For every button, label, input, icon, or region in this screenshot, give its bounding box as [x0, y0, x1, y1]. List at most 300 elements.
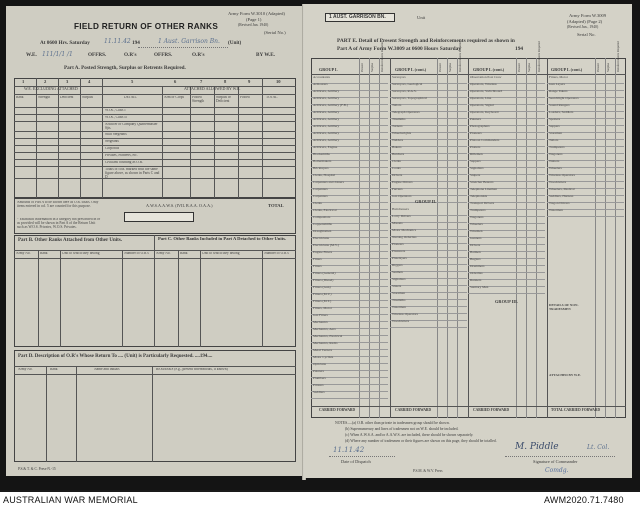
- table-rule: [14, 131, 296, 132]
- col-num-8: 8: [224, 79, 227, 84]
- table-rule: [14, 145, 296, 146]
- trade-row: Gunners: [470, 237, 482, 240]
- table-rule: [14, 152, 296, 153]
- table-col: [38, 250, 39, 347]
- trade-row: Bricklayers: [313, 167, 329, 170]
- trade-row: Surveyors: [392, 76, 406, 79]
- part-d-heading: Part D. Description of O.R's Whose Return To .... (Unit) is Particularly Requested. ....194....: [18, 354, 213, 359]
- trade-row: Fitters (M.T.): [313, 300, 332, 303]
- total-label: TOTAL: [268, 203, 284, 208]
- army-form-label: Army Form W.3010 (Adapted): [228, 11, 285, 16]
- table-col: [162, 86, 163, 198]
- table-col: [238, 86, 239, 198]
- trade-row: Wireless Operators: [549, 174, 575, 177]
- pd-head-army: Army No.: [18, 368, 33, 371]
- army-form-revised: (Revised Jan., 1940): [567, 25, 599, 29]
- col-head-surplus-deficient: Surplus or Deficient: [216, 96, 231, 103]
- trade-row: Batmen: [470, 251, 481, 254]
- group-head-4: GROUP I. (cont.): [551, 67, 583, 72]
- table-col: [152, 366, 153, 462]
- trade-row: Boilermakers: [313, 160, 332, 163]
- table-rule: [14, 250, 296, 251]
- trade-row: Fitters: [313, 258, 322, 261]
- subhead-reinf: Reinforcements Required: [380, 41, 384, 72]
- date-of-dispatch: Date of Dispatch: [341, 459, 371, 464]
- hand-unit: 1 Aust. Garrison Bn.: [158, 38, 220, 45]
- trade-row: Clerks: [392, 160, 401, 163]
- part-e-heading: PART E. Detail of Present Strength and Reinforcements required as shown in: [337, 38, 515, 44]
- group-divider: [547, 58, 548, 418]
- trade-row: Motor Mechanics: [392, 229, 417, 232]
- trade-row: Masons: [392, 222, 403, 225]
- table-col: [58, 78, 59, 198]
- part-e-heading-2: Part A of Army Form W.3009 at 0600 Hours Saturday: [337, 46, 461, 52]
- right-page: [305, 4, 632, 478]
- comdg: Comdg.: [545, 467, 569, 474]
- subcol: [615, 58, 616, 418]
- trade-row-rule: [468, 293, 545, 294]
- group-head-1: GROUP I.: [319, 67, 338, 72]
- offrs-label-2: OFFRS.: [154, 52, 173, 58]
- note-a: NOTES.—(a) O.R. other than private in tradesmen group should be shown.: [335, 421, 450, 425]
- table-col: [200, 250, 201, 347]
- pd-head-remarks: REMARKS (e.g., present whereabouts, if known): [156, 368, 228, 371]
- signature-label: Signature of Commander: [533, 459, 578, 464]
- table-col: [60, 250, 61, 347]
- table-col: [76, 366, 77, 462]
- pc-head-number: Number of O.R.s: [264, 252, 289, 255]
- subcol: [457, 58, 458, 418]
- col-head-rank: Rank: [16, 96, 24, 99]
- dispatch-dotline: [329, 456, 395, 457]
- trade-row: Tailors: [392, 104, 402, 107]
- subcol: [379, 58, 380, 418]
- trade-row: Sappers: [470, 160, 481, 163]
- table-rule: [14, 258, 296, 259]
- army-form-sub: (Adapted) (Page 2): [567, 19, 603, 24]
- table-rule: [14, 159, 296, 160]
- trade-row: Gas Operators: [392, 195, 412, 198]
- trade-row: Electricians: [313, 237, 330, 240]
- trade-row: Carpenters: [313, 195, 328, 198]
- part-c-heading: Part C. Other Ranks Included in Part A Detached to Other Units.: [158, 237, 287, 241]
- trade-row: Fitters (Diesel): [313, 279, 334, 282]
- trade-row: Range Takers: [549, 90, 568, 93]
- col-num-5: 5: [131, 79, 134, 84]
- trade-row: Operators, Switchboard: [470, 90, 503, 93]
- table-col: [36, 78, 37, 198]
- trade-row: Mechanics: [313, 321, 328, 324]
- trade-row: Fitters (Gun): [313, 286, 331, 289]
- trade-row: Wheelers, Medical: [549, 188, 575, 191]
- table-col: [178, 250, 179, 347]
- trade-row: Welders: [392, 139, 404, 142]
- page-title: FIELD RETURN OF OTHER RANKS: [74, 22, 219, 31]
- part-e-year: 194: [515, 46, 524, 52]
- col-num-10: 10: [276, 79, 281, 84]
- trade-row: Artificers, Artillery (F.B.): [313, 104, 348, 107]
- trade-row: Operators, Wireless: [470, 83, 497, 86]
- table-col: [80, 78, 81, 198]
- detail-row: Privates, Pioneers, etc.: [105, 154, 138, 157]
- group-3-head: GROUP III.: [495, 299, 518, 304]
- trade-row-rule: [311, 398, 388, 399]
- trade-row: Operators, Line: [470, 97, 492, 100]
- hand-signature: M. Piddle: [515, 442, 559, 452]
- trade-row: Signallers: [392, 278, 406, 281]
- detail-row: W.Os., Class I: [105, 109, 126, 112]
- signature-dotline: [505, 456, 615, 457]
- trade-row: Sanitary Men: [470, 286, 489, 289]
- col-head-deficient: Deficient: [60, 96, 74, 99]
- pc-head-unit: Unit to which they belong: [202, 252, 240, 255]
- col-head-arm: Arm or Corps: [164, 96, 184, 99]
- trade-row: Bakers: [392, 146, 402, 149]
- part-a-heading: Part A. Posted Strength, Surplus or Retrents Required.: [64, 65, 186, 71]
- trade-row: Transport Drivers: [470, 202, 495, 205]
- trade-row: Surveyors, Topographical: [392, 97, 427, 100]
- pb-head-unit: Unit to which they belong: [62, 252, 100, 255]
- trade-row: Plumbers: [313, 377, 326, 380]
- detail-row: Staff Sergeants: [105, 133, 127, 136]
- trade-row: Wagoners: [549, 153, 563, 156]
- trade-row: Surveyors, Geological: [392, 83, 423, 86]
- trade-row: Draughtsmen: [313, 230, 332, 233]
- trade-row: Artificers, Artillery: [313, 111, 340, 114]
- subcol: [605, 58, 606, 418]
- trade-row: Trumpeters: [549, 146, 565, 149]
- col-num-6: 6: [174, 79, 177, 84]
- trade-row: Cooks: [392, 167, 401, 170]
- trade-row: Motor Cyclists: [313, 356, 334, 359]
- trade-row: Tailors: [549, 139, 559, 142]
- trade-row: Artificers, Artillery: [313, 132, 340, 135]
- table-rule: [14, 107, 296, 108]
- subhead-surplus: Surplus: [606, 62, 610, 72]
- trade-row: Platelayers: [392, 257, 407, 260]
- trade-row: Painters: [313, 370, 324, 373]
- table-col: [122, 250, 123, 347]
- trade-row: Blacksmiths: [313, 153, 330, 156]
- left-page: [6, 6, 304, 476]
- trade-row: Artificers, Artillery: [313, 90, 340, 93]
- table-col: [262, 78, 263, 198]
- trade-row: Compositors: [313, 216, 331, 219]
- grand-label: A.W.S.A.A.W.S. (IVIL B.A.A. O.A.A.): [146, 203, 213, 208]
- detail-row: W.Os., Class II: [105, 116, 127, 119]
- trade-row: Riggers: [392, 264, 403, 267]
- ors-label-2: O.R's: [192, 52, 205, 58]
- col-num-4: 4: [88, 79, 91, 84]
- pd-head-name: Name and Initials: [94, 368, 120, 371]
- part-divider: [154, 235, 155, 347]
- archive-accession-number: AWM2020.71.7480: [544, 495, 624, 505]
- trade-row: Surveyors, R.A.S.: [392, 90, 417, 93]
- col-num-2: 2: [44, 79, 47, 84]
- trade-row: Carpenters: [313, 188, 328, 191]
- unit-dotline: [138, 47, 228, 48]
- table-rule: [14, 94, 296, 95]
- attached-by-we: ATTACHED BY W.E.: [549, 374, 581, 377]
- hand-date: 11.11.42: [104, 38, 131, 45]
- trade-row: Fitters, Motor: [313, 307, 332, 310]
- totals-note: Totals of cols. marked with the same figure above, as shown in Parts C and D: [105, 168, 160, 179]
- trade-row: Saddlers: [313, 391, 325, 394]
- trade-row: Photographers: [470, 125, 490, 128]
- at-line: At 0600 Hrs. Saturday: [40, 40, 90, 46]
- trade-row: Waiters: [549, 160, 560, 163]
- army-form-label: Army Form W.3009: [569, 13, 607, 18]
- group-divider: [390, 58, 391, 418]
- subhead-reinf: Reinforcements Required: [458, 41, 462, 72]
- table-rule: [14, 121, 296, 122]
- col-head-total: TOTAL: [266, 96, 278, 99]
- trade-row: Telephonists: [470, 195, 488, 198]
- we-label: W.E.: [26, 52, 37, 58]
- table-rule: [14, 366, 296, 367]
- detail-row: Sergeants: [105, 140, 119, 143]
- army-form-revised: (Revised Jan. 1940): [238, 23, 269, 27]
- table-rule: [311, 406, 626, 407]
- trade-row: Metal Turners: [313, 349, 333, 352]
- trade-row: Clerks, Hospital: [313, 174, 336, 177]
- trade-row: Tinsmiths: [392, 299, 406, 302]
- trade-row: Riflemen: [470, 153, 483, 156]
- trade-row-rule: [390, 327, 467, 328]
- group-divider: [468, 58, 469, 418]
- subcol: [437, 58, 438, 418]
- subcol: [369, 58, 370, 418]
- unit-label: Unit: [417, 15, 426, 20]
- hand-rank: Lt. Col.: [587, 444, 610, 451]
- by-we-label: BY W.E.: [256, 52, 275, 58]
- trade-row: Gun Layers: [549, 83, 565, 86]
- trade-row: Wheelers: [470, 223, 483, 226]
- unit-label: (Unit): [228, 40, 242, 46]
- carried-forward-1: CARRIED FORWARD: [319, 408, 356, 412]
- col-num-3: 3: [66, 79, 69, 84]
- trade-row: Fitters (M.V.): [313, 293, 332, 296]
- col-num-1: 1: [22, 79, 25, 84]
- hand-we: 111/1/1 /1: [42, 51, 73, 58]
- subhead-surplus: Surplus: [527, 62, 531, 72]
- trade-row: Wagon Drivers: [549, 202, 570, 205]
- subcol: [516, 58, 517, 418]
- totals-stamp: [124, 212, 194, 222]
- trade-row: Trumpeters: [470, 209, 486, 212]
- trade-row: Carpenters and Joiners: [313, 181, 344, 184]
- table-col: [262, 250, 263, 347]
- trade-row: Drivers: [392, 174, 403, 177]
- trade-row: Telephone Linemen: [470, 188, 497, 191]
- col-head-posted-strength: Posted Strength: [192, 96, 205, 103]
- detail-row: Corporals: [105, 147, 120, 150]
- hand-dispatch-date: 11.11.42: [333, 446, 365, 454]
- ors-label: O.R's: [124, 52, 137, 58]
- trade-row: Slaters: [392, 285, 402, 288]
- trade-row: Sound Rangers: [549, 104, 570, 107]
- details-non-tradesmen: DETAILS OF NON-TRADESMEN: [549, 304, 579, 311]
- table-rule: [14, 138, 296, 139]
- trade-row: Saddlers, Harness: [549, 195, 574, 198]
- trade-row: Clerks: [313, 202, 322, 205]
- table-rule: [14, 114, 296, 115]
- trade-row: Pioneers: [392, 243, 404, 246]
- trade-row: Engine Drivers: [392, 181, 413, 184]
- group-head-3: GROUP I. (cont.): [473, 67, 505, 72]
- trade-row: Buglers: [470, 258, 481, 261]
- trade-row: Woodcutters: [549, 181, 567, 184]
- col-head-surplus: Surplus: [82, 96, 93, 99]
- col-head-detail: DETAIL: [124, 96, 137, 99]
- trade-row: Searchlight Operators: [549, 97, 579, 100]
- total-carried-forward: TOTAL CARRIED FORWARD: [551, 408, 601, 412]
- table-rule: [14, 374, 296, 375]
- subhead-present: Present: [596, 63, 600, 72]
- subcol: [526, 58, 527, 418]
- trade-row: Watermen: [392, 306, 406, 309]
- pd-head-rank: Rank: [50, 368, 58, 371]
- trade-row: Wagoners: [470, 216, 484, 219]
- subhead-reinf: Reinforcements Required: [616, 41, 620, 72]
- col-head-strength: Strength: [38, 96, 51, 99]
- subcol: [536, 58, 537, 418]
- trade-row-rule: [547, 216, 624, 217]
- trade-row: Artificers, Engine: [313, 146, 338, 149]
- trade-row: Artificers, Artillery: [313, 125, 340, 128]
- amounts-note: Amounts of Part A to be shown here as O.R. totals. Only items entered in col. 5 are counted for this purpose.: [17, 201, 99, 208]
- subhead-present: Present: [360, 63, 364, 72]
- pc-head-army: Army No.: [156, 252, 171, 255]
- trade-row: Wheelers: [549, 167, 562, 170]
- pb-head-army: Army No.: [16, 252, 31, 255]
- trade-row: Woodcutters: [392, 320, 410, 323]
- subcol: [595, 58, 596, 418]
- pb-head-number: Number of O.R.s: [124, 252, 149, 255]
- trade-row: Telegraph Operators: [392, 111, 420, 114]
- trade-row: Accountants: [313, 76, 330, 79]
- col-num-9: 9: [248, 79, 251, 84]
- trade-row: Storemen: [392, 292, 405, 295]
- table-col: [102, 78, 103, 198]
- trade-row: Observation Post Crew: [470, 76, 502, 79]
- trade-row: Armourers: [313, 83, 328, 86]
- unit-stamp: 1 AUST. GARRISON BN.: [329, 14, 386, 20]
- detail-row: Civilians counting as O.R.: [105, 161, 144, 164]
- trade-row: Sappers: [549, 125, 560, 128]
- pb-head-rank: Rank: [40, 252, 48, 255]
- trade-row: Seamen: [392, 271, 403, 274]
- trade-row: Loaders, Saddlers: [549, 111, 574, 114]
- trade-row: Storemen: [549, 132, 562, 135]
- trade-row: Spotters: [549, 118, 561, 121]
- trade-row: Wireless Operators: [392, 313, 418, 316]
- trade-row: Runners: [470, 279, 482, 282]
- trade-row: Fitters (General): [313, 272, 336, 275]
- trade-row: Mechanics, Electrical: [313, 335, 343, 338]
- trade-row: Artificers, Artillery: [313, 97, 340, 100]
- right-printer: P.S.M. & W.V. Press: [413, 469, 443, 473]
- trade-row: Plasterers: [392, 250, 406, 253]
- table-col: [190, 86, 191, 198]
- pc-head-rank: Rank: [180, 252, 188, 255]
- footnote: * Establisht information in a category not prescribed in or as provided will be shown in Part A of the Return Unit such as W.O.S. Privates, W.O.S. Privates.: [17, 218, 101, 229]
- trade-row: Watermen: [549, 209, 563, 212]
- table-col: [46, 366, 47, 462]
- carried-forward-3: CARRIED FORWARD: [473, 408, 510, 412]
- subhead-surplus: Surplus: [370, 62, 374, 72]
- trade-row: Fitters: [313, 265, 322, 268]
- at-year: 194: [132, 40, 140, 46]
- trade-row: Operators, Signal: [470, 104, 494, 107]
- trade-row: Painters: [470, 118, 481, 121]
- carried-forward-2: CARRIED FORWARD: [395, 408, 432, 412]
- serial-number: (Serial No.): [264, 30, 286, 35]
- we-excluding-head: W.E. EXCLUDING ATTACHED: [24, 86, 78, 91]
- trade-row: Butchers: [392, 153, 405, 156]
- trade-row: Mechanics, Aero: [313, 328, 336, 331]
- serial-number: Serial No.: [577, 32, 596, 37]
- group-2-head: GROUP II.: [415, 199, 437, 204]
- trade-row: Stretcher Bearers: [470, 181, 494, 184]
- trade-row: Farriers: [392, 188, 403, 191]
- trade-row: Fitters, Motor: [549, 76, 568, 79]
- trade-row: Platoon Commanders: [470, 139, 500, 142]
- trade-row: Gas Fitters: [313, 314, 328, 317]
- trade-row: Pioneers: [470, 132, 482, 135]
- subhead-present: Present: [438, 63, 442, 72]
- army-form-page: (Page 1): [246, 17, 262, 22]
- subcol: [447, 58, 448, 418]
- subhead-present: Present: [517, 63, 521, 72]
- trade-row: Artificers, Artillery: [313, 139, 340, 142]
- attached-allowed-head: ATTACHED ALLOWED BY W.E.: [184, 86, 241, 91]
- left-printer: P.S.& T. & C. Press-N.-15: [18, 467, 56, 471]
- trade-row: Turners: [392, 125, 403, 128]
- archive-name: AUSTRALIAN WAR MEMORIAL: [3, 495, 138, 505]
- trade-row: Hairdressers: [392, 208, 409, 211]
- col-head-posted: Posted: [240, 96, 250, 99]
- trade-row: Coppersmiths: [313, 223, 332, 226]
- trade-row: Orderlies: [470, 272, 483, 275]
- trade-row: Snipers: [470, 174, 481, 177]
- subhead-surplus: Surplus: [448, 62, 452, 72]
- note-c: (c) When A.W.S.A. and/or A.A.W.S. are included, these should be shown separately.: [345, 433, 474, 437]
- trade-row: Engine Fitters: [313, 251, 333, 254]
- part-b-heading: Part B. Other Ranks Attached from Other Units.: [18, 238, 123, 243]
- trade-row: Wiremen: [470, 230, 483, 233]
- trade-row: Plotters: [470, 146, 481, 149]
- detail-row: Artificer or Company Quartermaster Sjts.: [105, 123, 158, 130]
- trade-row: Clerks, Electrical: [313, 209, 337, 212]
- subcol: [359, 58, 360, 418]
- trade-row: Nursing Orderlies: [392, 236, 417, 239]
- trade-row: Operators, Keyboard: [470, 111, 499, 114]
- table-col: [214, 86, 215, 198]
- trade-row: Artificers, Artillery: [313, 118, 340, 121]
- trade-row: Wheelwrights: [392, 132, 412, 135]
- note-d: (d) Where any number of tradesmen or their figures are shown on this page, they should be totalled.: [345, 439, 497, 443]
- archive-caption-bar: [0, 492, 640, 507]
- subhead-reinf: Reinforcements Required: [537, 41, 541, 72]
- trade-row: Drummers: [470, 265, 485, 268]
- col-num-7: 7: [200, 79, 203, 84]
- offrs-label: OFFRS.: [88, 52, 107, 58]
- group-head-2: GROUP I. (cont.): [395, 67, 427, 72]
- trade-row: Drivers: [470, 244, 481, 247]
- trade-row: Tinsmiths: [392, 118, 406, 121]
- note-b: (b) Supernumerary and lines of tradesmen not on W.E. should be included.: [345, 427, 459, 431]
